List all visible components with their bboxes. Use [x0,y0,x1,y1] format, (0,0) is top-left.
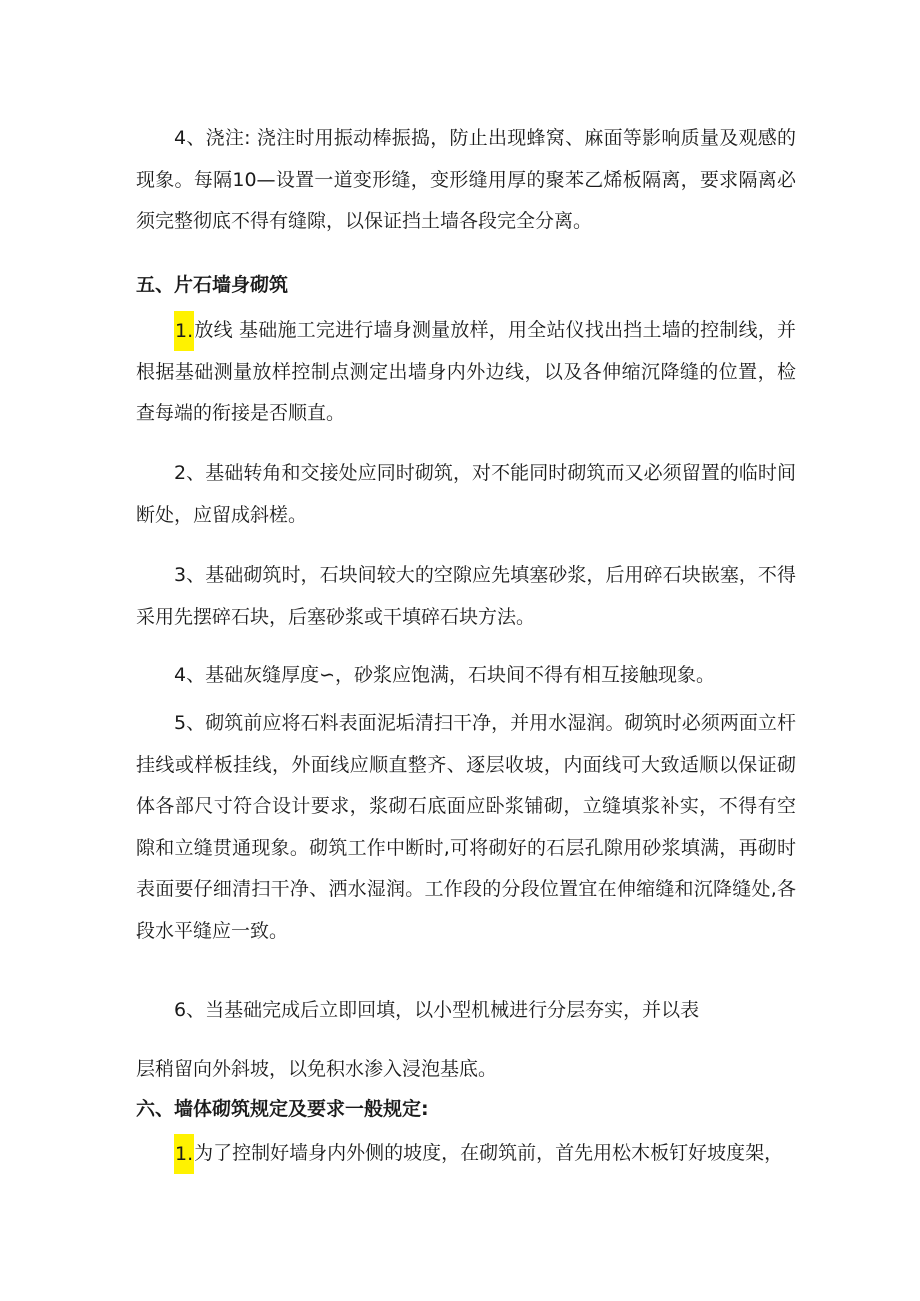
paragraph-5-1-text: 放线 基础施工完进行墙身测量放样，用全站仪找出挡土墙的控制线，并根据基础测量放样控制点测定出墙身内外边线，以及各伸缩沉降缝的位置，检查每端的衔接是否顺直。 [136,319,796,424]
paragraph-6-1 [136,1133,796,1175]
section-heading-5: 五、片石墙身砌筑 [136,274,289,296]
paragraph-5-2: 2、基础转角和交接处应同时砌筑，对不能同时砌筑而又必须留置的临时间断处，应留成斜槎。 [136,462,796,526]
paragraph-5-3: 3、基础砌筑时，石块间较大的空隙应先填塞砂浆，后用碎石块嵌塞，不得采用先摆碎石块，后塞砂浆或干填碎石块方法。 [136,564,796,628]
paragraph-6-1-text: 为了控制好墙身内外侧的坡度，在砌筑前，首先用松木板钉好坡度架， [194,1142,784,1164]
section-heading-6: 六、墙体砌筑规定及要求一般规定: [136,1098,429,1120]
highlighted-number: 1. [174,1134,194,1174]
paragraph-5-5: 5、砌筑前应将石料表面泥垢清扫干净，并用水湿润。砌筑时必须两面立杆挂线或样板挂线，外面线应顺直整齐、逐层收坡，内面线可大致适顺以保证砌体各部尺寸符合设计要求，浆砌石底面应卧浆铺砌，立缝填浆补实，不得有空隙和立缝贯通现象。砌筑工作中断时,可将砌好的石层孔隙用砂浆填满，再砌时表面要仔细清扫干净、洒水湿润。工作段的分段位置宜在伸缩缝和沉降缝处,各段水平缝应一致。 [136,712,796,942]
paragraph-5-4: 4、基础灰缝厚度∽，砂浆应饱满，石块间不得有相互接触现象。 [174,664,716,686]
paragraph-pouring: 4、浇注: 浇注时用振动棒振捣，防止出现蜂窝、麻面等影响质量及观感的现象。每隔10—设置一道变形缝，变形缝用厚的聚苯乙烯板隔离，要求隔离必须完整彻底不得有缝隙，以保证挡土墙各段完全分离。 [136,127,796,232]
paragraph-5-6b: 层稍留向外斜坡，以免积水渗入浸泡基底。 [136,1058,498,1080]
paragraph-5-6a: 6、当基础完成后立即回填，以小型机械进行分层夯实，并以表 [174,999,700,1021]
paragraph-5-1 [136,310,796,435]
highlighted-number: 1. [174,311,194,351]
